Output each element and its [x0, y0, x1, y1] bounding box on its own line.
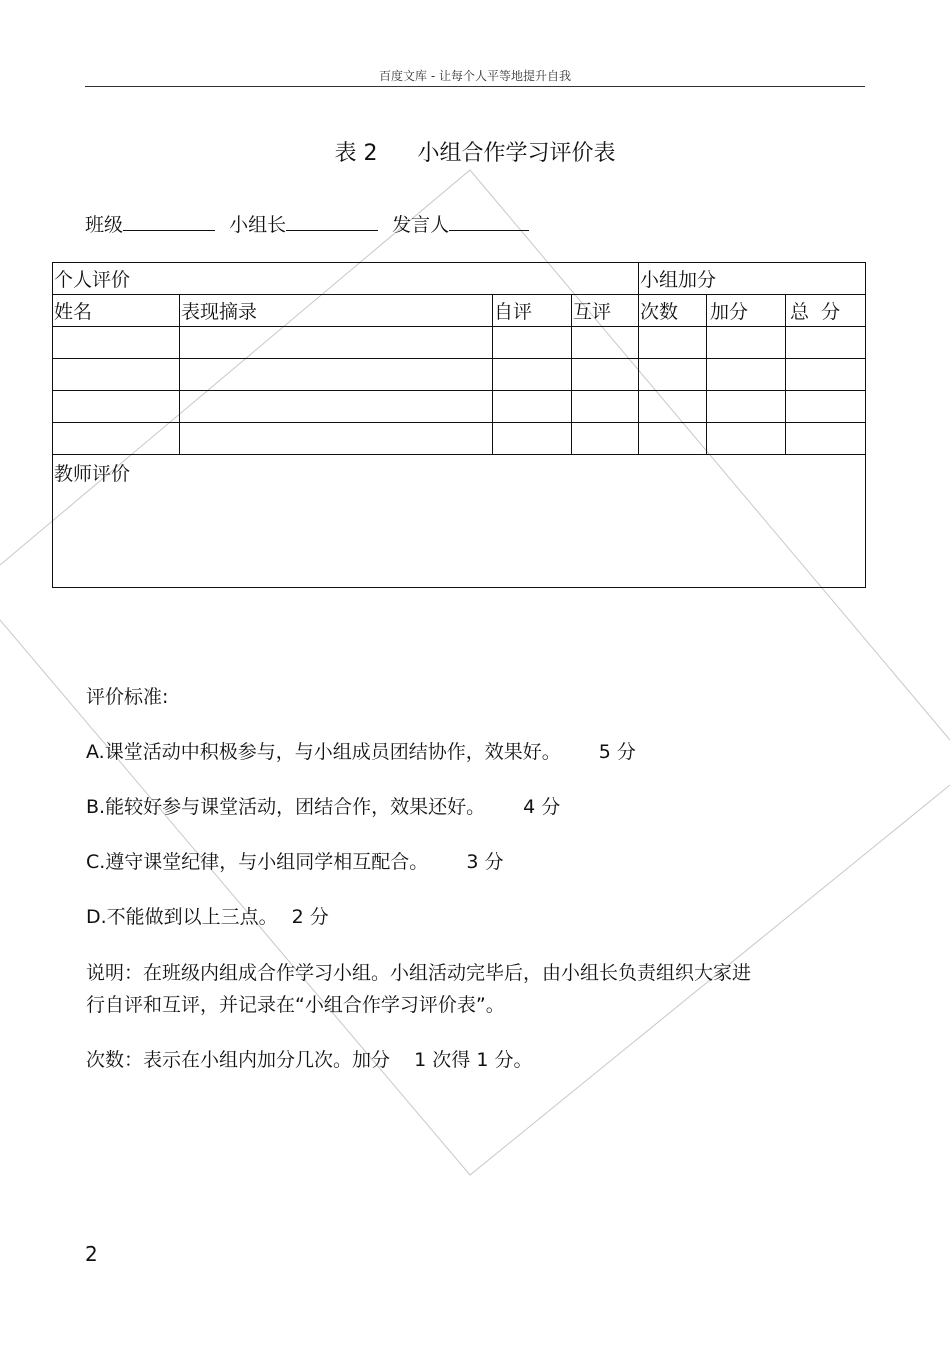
cell[interactable]: [639, 423, 707, 455]
cell[interactable]: [707, 423, 786, 455]
section-group: 小组加分: [639, 263, 866, 295]
page-title: [0, 136, 950, 167]
cell[interactable]: [180, 359, 493, 391]
criteria-text: B.能较好参与课堂活动，团结合作，效果还好。: [86, 796, 486, 818]
criteria-text: C.遵守课堂纪律，与小组同学相互配合。: [86, 851, 429, 873]
note-line-1: 说明：在班级内组成合作学习小组。小组活动完毕后，由小组长负责组织大家进: [86, 962, 752, 984]
table-row: [53, 359, 866, 391]
criteria-points: 2 分: [291, 906, 329, 928]
cell[interactable]: [572, 359, 639, 391]
criteria-points: 5 分: [598, 741, 636, 763]
col-header-name: 姓名: [53, 295, 180, 327]
cell[interactable]: [786, 423, 866, 455]
cell[interactable]: [493, 359, 572, 391]
leader-blank[interactable]: [286, 212, 378, 231]
table-row: [53, 391, 866, 423]
cell[interactable]: [493, 391, 572, 423]
class-blank[interactable]: [123, 212, 215, 231]
criteria-item: [86, 847, 503, 874]
cell[interactable]: [493, 327, 572, 359]
cell[interactable]: [639, 391, 707, 423]
criteria-item: [86, 737, 636, 764]
header-text: 百度文库 - 让每个人平等地提升自我: [379, 69, 571, 83]
cell[interactable]: [707, 391, 786, 423]
leader-label: 小组长: [229, 214, 287, 236]
criteria-item: [86, 902, 329, 929]
cell[interactable]: [639, 359, 707, 391]
col-header-performance: 表现摘录: [180, 295, 493, 327]
cell[interactable]: [180, 423, 493, 455]
col-header-peer: 互评: [572, 295, 639, 327]
col-header-bonus: 加分: [707, 295, 786, 327]
cell[interactable]: [786, 391, 866, 423]
cell[interactable]: [572, 423, 639, 455]
page-number: 2: [85, 1242, 98, 1266]
cell[interactable]: [53, 423, 180, 455]
criteria-points: 4 分: [523, 796, 561, 818]
cell[interactable]: [180, 327, 493, 359]
speaker-blank[interactable]: [449, 212, 529, 231]
note-line-2: 行自评和互评，并记录在“小组合作学习评价表”。: [86, 994, 505, 1016]
section-personal: 个人评价: [53, 263, 639, 295]
cell[interactable]: [786, 359, 866, 391]
form-fields: [85, 210, 537, 237]
cell[interactable]: [707, 359, 786, 391]
table-row: [53, 327, 866, 359]
criteria-points: 3 分: [466, 851, 504, 873]
cell[interactable]: [572, 327, 639, 359]
cell[interactable]: [53, 327, 180, 359]
cell[interactable]: [53, 391, 180, 423]
table-row: [53, 423, 866, 455]
evaluation-table: [52, 262, 866, 588]
table-name: 小组合作学习评价表: [417, 141, 616, 166]
cell[interactable]: [639, 327, 707, 359]
criteria-text: D.不能做到以上三点。: [86, 906, 278, 928]
col-header-self: 自评: [493, 295, 572, 327]
cell[interactable]: [572, 391, 639, 423]
count-note: 次数：表示在小组内加分几次。加分 1 次得 1 分。: [86, 1049, 533, 1071]
col-header-total: 总 分: [786, 295, 866, 327]
cell[interactable]: [786, 327, 866, 359]
cell[interactable]: [53, 359, 180, 391]
cell[interactable]: [180, 391, 493, 423]
table-number: 表 2: [334, 141, 378, 166]
col-header-count: 次数: [639, 295, 707, 327]
speaker-label: 发言人: [392, 214, 450, 236]
class-label: 班级: [85, 214, 124, 236]
criteria-heading: 评价标准:: [86, 686, 169, 708]
cell[interactable]: [707, 327, 786, 359]
criteria-text: A.课堂活动中积极参与，与小组成员团结协作，效果好。: [86, 741, 561, 763]
page-header: [85, 62, 865, 87]
cell[interactable]: [493, 423, 572, 455]
criteria-item: [86, 792, 560, 819]
header-row: [53, 295, 866, 327]
teacher-evaluation[interactable]: 教师评价: [53, 455, 866, 588]
